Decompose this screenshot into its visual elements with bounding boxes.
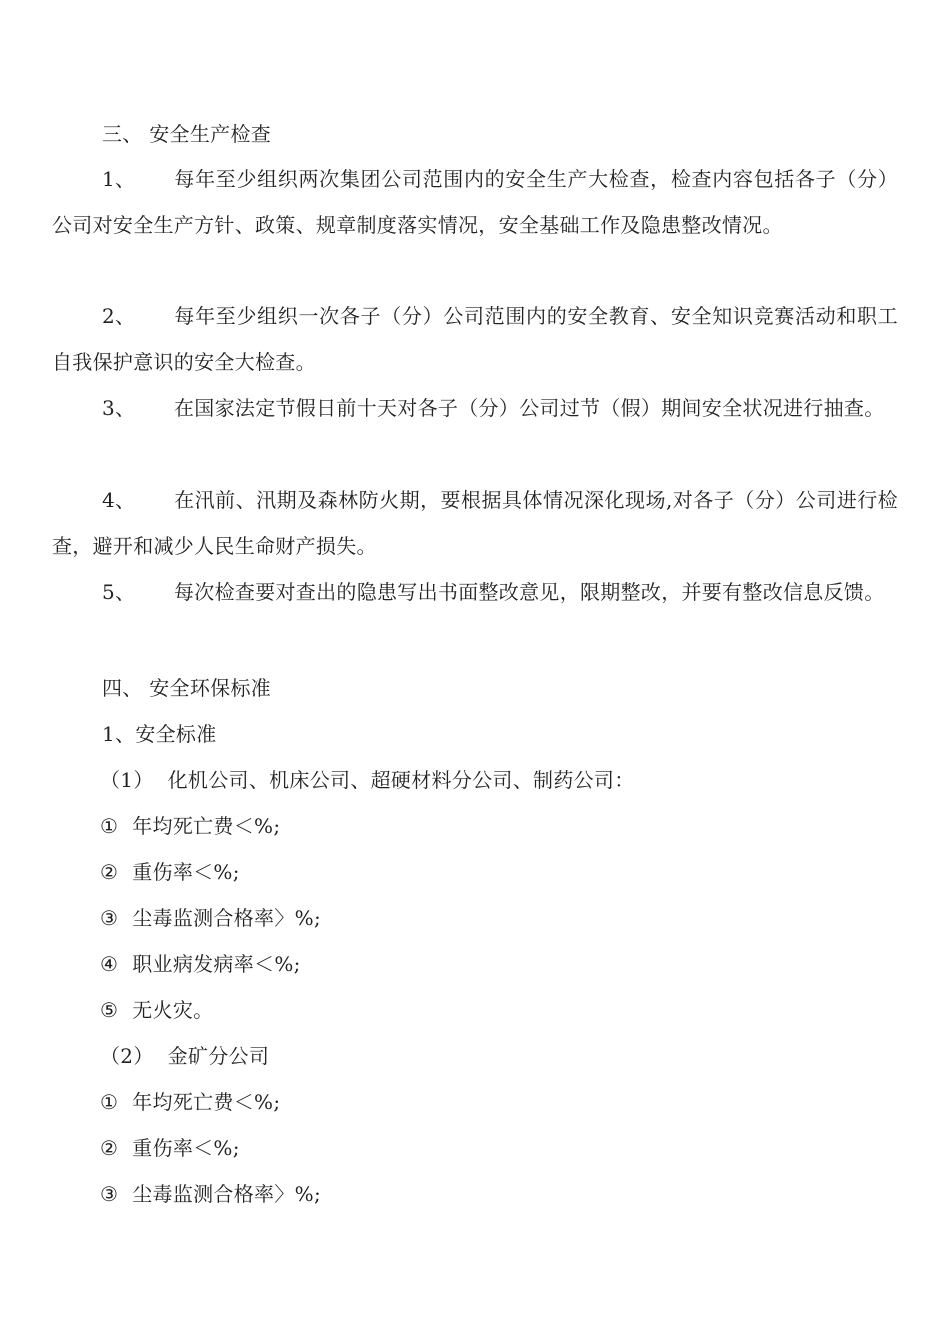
section-heading: 三、 安全生产检查 — [102, 122, 272, 146]
item-number: 5、 — [102, 580, 136, 604]
item-text: 在汛前、汛期及森林防火期，要根据具体情况深化现场,对各子（分）公司进行检查，避开和减少人民生命财产损失。 — [52, 488, 898, 558]
list-item — [52, 570, 898, 616]
item-marker: ① — [100, 1090, 119, 1114]
item-text: 尘毒监测合格率〉%; — [132, 1182, 321, 1206]
item-text: 无火灾。 — [132, 998, 214, 1022]
list-item — [52, 478, 898, 569]
item-text: 重伤率＜%; — [132, 1136, 240, 1160]
criteria-item — [100, 1179, 321, 1209]
item-text: 每次检查要对查出的隐患写出书面整改意见，限期整改，并要有整改信息反馈。 — [174, 580, 885, 604]
item-marker: ② — [100, 1136, 119, 1160]
group-heading — [100, 1041, 269, 1071]
group-title: 金矿分公司 — [167, 1044, 270, 1068]
item-text: 在国家法定节假日前十天对各子（分）公司过节（假）期间安全状况进行抽查。 — [174, 396, 885, 420]
item-number: 3、 — [102, 396, 136, 420]
criteria-item — [100, 1087, 280, 1117]
item-number: 1、 — [102, 167, 136, 191]
item-text: 重伤率＜%; — [132, 860, 240, 884]
item-marker: ③ — [100, 1182, 119, 1206]
item-marker: ⑤ — [100, 998, 119, 1022]
item-text: 每年至少组织一次各子（分）公司范围内的安全教育、安全知识竞赛活动和职工自我保护意识的安全大检查。 — [52, 304, 898, 374]
item-text: 每年至少组织两次集团公司范围内的安全生产大检查，检查内容包括各子（分）公司对安全生产方针、政策、规章制度落实情况，安全基础工作及隐患整改情况。 — [52, 167, 898, 237]
criteria-item — [100, 949, 301, 979]
criteria-item — [100, 995, 213, 1025]
group-label: （2） — [100, 1044, 154, 1068]
item-marker: ① — [100, 814, 119, 838]
list-item — [52, 386, 898, 432]
criteria-item — [100, 903, 321, 933]
criteria-item — [100, 1133, 240, 1163]
item-text: 年均死亡费＜%; — [132, 1090, 281, 1114]
item-marker: ④ — [100, 952, 119, 976]
subsection-heading: 1、安全标准 — [102, 722, 217, 746]
list-item — [52, 157, 898, 248]
item-number: 2、 — [102, 304, 136, 328]
item-marker: ③ — [100, 906, 119, 930]
criteria-item — [100, 811, 280, 841]
criteria-item — [100, 857, 240, 887]
section-heading: 四、 安全环保标准 — [102, 676, 272, 700]
group-title: 化机公司、机床公司、超硬材料分公司、制药公司： — [167, 768, 635, 792]
item-text: 职业病发病率＜%; — [132, 952, 301, 976]
list-item — [52, 294, 898, 385]
group-label: （1） — [100, 768, 154, 792]
group-heading — [100, 765, 635, 795]
item-text: 年均死亡费＜%; — [132, 814, 281, 838]
item-text: 尘毒监测合格率〉%; — [132, 906, 321, 930]
item-marker: ② — [100, 860, 119, 884]
item-number: 4、 — [102, 488, 136, 512]
